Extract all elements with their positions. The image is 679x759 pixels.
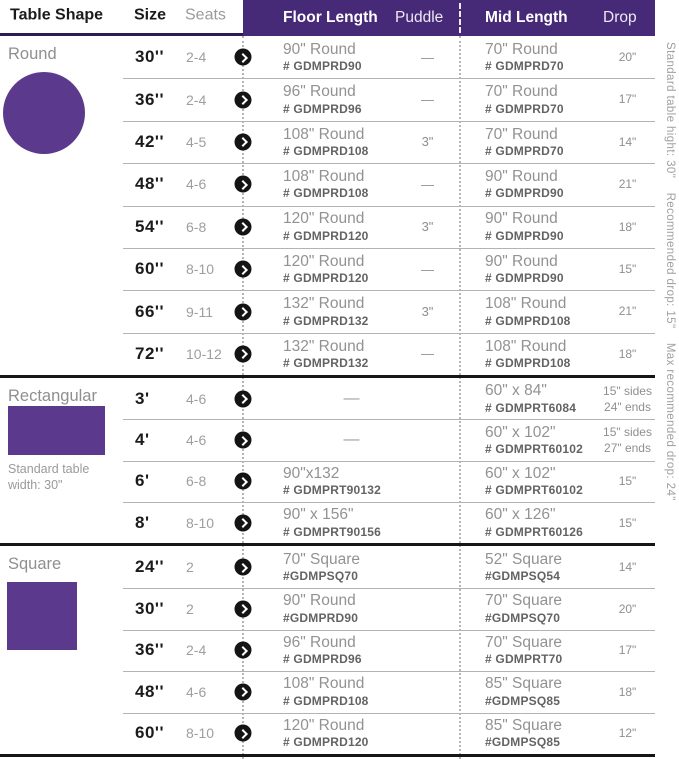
floor-part-number: # GDMPRD120 bbox=[283, 735, 369, 750]
puddle-cell bbox=[395, 671, 460, 713]
size-cell: 3' bbox=[135, 388, 150, 408]
floor-part-number: # GDMPRD108 bbox=[283, 143, 369, 158]
floor-part-number: #GDMPSQ70 bbox=[283, 569, 359, 584]
header-purple-bar bbox=[243, 0, 655, 36]
size-cell: 36'' bbox=[135, 640, 164, 660]
size-cell: 24'' bbox=[135, 557, 164, 577]
seats-cell: 6-8 bbox=[186, 473, 207, 490]
mid-length-value: 60" x 102" bbox=[485, 464, 556, 482]
mid-part-number: # GDMPRT60102 bbox=[485, 483, 583, 498]
mid-part-number: # GDMPRT6084 bbox=[485, 400, 577, 415]
seats-cell: 4-5 bbox=[186, 133, 207, 150]
mid-part-number: # GDMPRD90 bbox=[485, 271, 564, 286]
mid-length-value: 108" Round bbox=[485, 337, 567, 355]
chevron-right-icon bbox=[235, 345, 252, 362]
chevron-right-icon bbox=[235, 303, 252, 320]
circle-swatch-icon bbox=[3, 72, 85, 154]
mid-length-value: 60" x 102" bbox=[485, 423, 556, 441]
drop-value: 18" bbox=[618, 684, 637, 699]
puddle-cell: — bbox=[421, 261, 434, 277]
floor-length-cell bbox=[243, 671, 395, 713]
chart-header bbox=[0, 0, 679, 36]
size-cell: 48'' bbox=[135, 681, 164, 701]
drop-value: 17" bbox=[618, 643, 637, 658]
floor-length-cell bbox=[243, 713, 395, 755]
floor-length-value: 132" Round bbox=[283, 337, 365, 355]
chevron-right-icon bbox=[235, 91, 252, 108]
mid-part-number: # GDMPRT60126 bbox=[485, 524, 583, 539]
mid-length-value: 108" Round bbox=[485, 295, 567, 313]
section-round bbox=[0, 36, 679, 375]
puddle-cell bbox=[395, 713, 460, 755]
floor-length-cell bbox=[243, 78, 395, 120]
floor-length-value: 90" Round bbox=[283, 592, 356, 610]
mid-part-number: # GDMPRT70 bbox=[485, 652, 563, 667]
puddle-cell bbox=[395, 630, 460, 672]
mid-part-number: #GDMPSQ70 bbox=[485, 610, 561, 625]
puddle-cell: 3" bbox=[421, 304, 434, 320]
seats-cell: 8-10 bbox=[186, 514, 215, 531]
floor-part-number: # GDMPRD120 bbox=[283, 271, 369, 286]
seats-cell: 4-6 bbox=[186, 683, 207, 700]
mid-part-number: #GDMPSQ85 bbox=[485, 735, 561, 750]
floor-length-cell bbox=[243, 333, 395, 375]
drop-cell bbox=[600, 333, 655, 375]
drop-value: 20" bbox=[618, 601, 637, 616]
shape-block-rectangular bbox=[0, 378, 123, 543]
drop-cell bbox=[600, 78, 655, 120]
puddle-cell: 3" bbox=[421, 219, 434, 235]
floor-length-value: 90"x132 bbox=[283, 464, 340, 482]
mid-part-number: # GDMPRD108 bbox=[485, 313, 571, 328]
floor-length-dash: — bbox=[343, 431, 360, 449]
mid-length-value: 70" Square bbox=[485, 592, 563, 610]
seats-cell: 4-6 bbox=[186, 390, 207, 407]
mid-length-cell bbox=[460, 502, 600, 543]
size-cell: 72'' bbox=[135, 343, 164, 363]
chevron-right-icon bbox=[235, 725, 252, 742]
mid-length-value: 60" x 126" bbox=[485, 506, 556, 524]
mid-length-cell bbox=[460, 713, 600, 755]
mid-length-cell bbox=[460, 248, 600, 290]
seats-cell: 2-4 bbox=[186, 49, 207, 66]
size-cell: 8' bbox=[135, 512, 150, 532]
mid-length-value: 70" Round bbox=[485, 40, 558, 58]
drop-cell bbox=[600, 36, 655, 78]
floor-part-number: # GDMPRT90156 bbox=[283, 524, 381, 539]
drop-value: 12" bbox=[618, 726, 637, 741]
chevron-right-icon bbox=[235, 261, 252, 278]
col-header-table-shape: Table Shape bbox=[10, 6, 104, 24]
bottom-border bbox=[0, 754, 655, 757]
mid-length-value: 85" Square bbox=[485, 675, 563, 693]
drop-cell bbox=[600, 502, 655, 543]
mid-part-number: # GDMPRD108 bbox=[485, 355, 571, 370]
drop-value: 17" bbox=[618, 92, 637, 107]
drop-value: 21" bbox=[618, 304, 637, 319]
shape-note-line: width: 30" bbox=[8, 478, 63, 493]
drop-cell bbox=[600, 248, 655, 290]
mid-length-value: 70" Square bbox=[485, 633, 563, 651]
drop-value: 14" bbox=[618, 134, 637, 149]
chevron-right-icon bbox=[235, 218, 252, 235]
drop-cell bbox=[600, 713, 655, 755]
mid-length-cell bbox=[460, 630, 600, 672]
floor-length-value: 90" x 156" bbox=[283, 506, 354, 524]
drop-value: 21" bbox=[618, 177, 637, 192]
chevron-right-icon bbox=[235, 559, 252, 576]
puddle-cell bbox=[395, 588, 460, 630]
size-cell: 60'' bbox=[135, 723, 164, 743]
seats-cell: 10-12 bbox=[186, 345, 222, 362]
drop-cell bbox=[600, 671, 655, 713]
mid-length-cell bbox=[460, 290, 600, 332]
puddle-cell bbox=[395, 461, 460, 502]
seats-cell: 4-6 bbox=[186, 176, 207, 193]
header-left bbox=[0, 0, 243, 36]
mid-length-cell bbox=[460, 121, 600, 163]
drop-cell bbox=[600, 461, 655, 502]
size-cell: 6' bbox=[135, 471, 150, 491]
floor-part-number: # GDMPRD90 bbox=[283, 59, 362, 74]
col-header-mid-length: Mid Length bbox=[485, 9, 568, 26]
rect-swatch-icon bbox=[8, 406, 105, 455]
drop-value: 20" bbox=[618, 50, 637, 65]
seats-cell: 2 bbox=[186, 559, 194, 576]
chevron-right-icon bbox=[235, 642, 252, 659]
chevron-right-icon bbox=[235, 49, 252, 66]
floor-length-cell bbox=[243, 206, 395, 248]
chevron-right-icon bbox=[235, 473, 252, 490]
size-cell: 48'' bbox=[135, 174, 164, 194]
col-header-seats: Seats bbox=[185, 6, 226, 24]
puddle-cell bbox=[395, 546, 460, 588]
mid-part-number: # GDMPRD70 bbox=[485, 143, 564, 158]
square-swatch-icon bbox=[7, 582, 77, 650]
floor-part-number: # GDMPRD108 bbox=[283, 186, 369, 201]
chevron-right-icon bbox=[235, 133, 252, 150]
size-cell: 30'' bbox=[135, 47, 164, 67]
floor-length-value: 108" Round bbox=[283, 167, 365, 185]
shape-block-round bbox=[0, 36, 123, 375]
shape-block-square bbox=[0, 546, 123, 754]
floor-length-cell bbox=[243, 630, 395, 672]
drop-cell bbox=[600, 378, 655, 419]
header-dashed-divider bbox=[459, 3, 461, 33]
drop-cell bbox=[600, 290, 655, 332]
floor-length-value: 120" Round bbox=[283, 210, 365, 228]
floor-length-value: 90" Round bbox=[283, 40, 356, 58]
mid-length-cell bbox=[460, 546, 600, 588]
floor-length-cell bbox=[243, 36, 395, 78]
seats-cell: 9-11 bbox=[186, 303, 213, 320]
drop-value: 18" bbox=[618, 219, 637, 234]
floor-length-cell bbox=[243, 290, 395, 332]
drop-cell bbox=[600, 630, 655, 672]
mid-part-number: # GDMPRD70 bbox=[485, 59, 564, 74]
floor-length-cell bbox=[243, 461, 395, 502]
floor-length-value: 108" Round bbox=[283, 125, 365, 143]
floor-part-number: # GDMPRD132 bbox=[283, 355, 369, 370]
seats-cell: 6-8 bbox=[186, 218, 207, 235]
section-square bbox=[0, 546, 679, 754]
seats-cell: 2-4 bbox=[186, 642, 207, 659]
drop-cell bbox=[600, 121, 655, 163]
drop-value-2: 27" ends bbox=[604, 441, 651, 456]
mid-length-value: 85" Square bbox=[485, 717, 563, 735]
chevron-right-icon bbox=[235, 600, 252, 617]
size-cell: 60'' bbox=[135, 259, 164, 279]
drop-value: 15" bbox=[618, 262, 637, 277]
seats-cell: 2 bbox=[186, 600, 194, 617]
mid-length-cell bbox=[460, 36, 600, 78]
mid-length-cell bbox=[460, 461, 600, 502]
drop-value: 14" bbox=[618, 560, 637, 575]
col-header-size: Size bbox=[134, 6, 167, 24]
col-header-floor-length: Floor Length bbox=[283, 9, 378, 26]
chevron-right-icon bbox=[235, 683, 252, 700]
drop-value: 15" bbox=[618, 474, 637, 489]
seats-cell: 8-10 bbox=[186, 725, 215, 742]
chevron-right-icon bbox=[235, 176, 252, 193]
mid-length-value: 60" x 84" bbox=[485, 382, 547, 400]
drop-cell bbox=[600, 163, 655, 205]
mid-length-value: 70" Round bbox=[485, 83, 558, 101]
mid-part-number: # GDMPRD90 bbox=[485, 186, 564, 201]
shape-label: Round bbox=[8, 45, 57, 63]
mid-part-number: # GDMPRT60102 bbox=[485, 442, 583, 457]
mid-length-value: 90" Round bbox=[485, 252, 558, 270]
size-cell: 66'' bbox=[135, 301, 164, 321]
mid-length-cell bbox=[460, 163, 600, 205]
drop-value: 15" sides bbox=[603, 383, 652, 398]
mid-length-cell bbox=[460, 333, 600, 375]
mid-part-number: #GDMPSQ85 bbox=[485, 693, 561, 708]
floor-length-cell bbox=[243, 546, 395, 588]
mid-length-value: 90" Round bbox=[485, 210, 558, 228]
floor-length-value: 70" Square bbox=[283, 550, 361, 568]
drop-value: 18" bbox=[618, 346, 637, 361]
floor-length-value: 96" Round bbox=[283, 83, 356, 101]
floor-part-number: #GDMPRD90 bbox=[283, 610, 359, 625]
drop-cell bbox=[600, 419, 655, 460]
size-cell: 36'' bbox=[135, 89, 164, 109]
size-cell: 4' bbox=[135, 430, 150, 450]
shape-label: Rectangular bbox=[8, 387, 97, 406]
puddle-cell: — bbox=[421, 176, 434, 192]
mid-length-value: 90" Round bbox=[485, 167, 558, 185]
drop-value: 15" bbox=[618, 515, 637, 530]
mid-length-cell bbox=[460, 419, 600, 460]
seats-cell: 2-4 bbox=[186, 91, 207, 108]
drop-cell bbox=[600, 546, 655, 588]
side-note-vertical: Standard table hight: 30" Recommended drop: 15" Max recommended drop: 24" bbox=[664, 42, 676, 501]
mid-part-number: # GDMPRD70 bbox=[485, 101, 564, 116]
size-cell: 54'' bbox=[135, 216, 164, 236]
table-body bbox=[0, 36, 679, 757]
floor-length-cell bbox=[243, 121, 395, 163]
chevron-right-icon bbox=[235, 432, 252, 449]
floor-part-number: # GDMPRD96 bbox=[283, 101, 362, 116]
seats-cell: 4-6 bbox=[186, 432, 207, 449]
chevron-right-icon bbox=[235, 514, 252, 531]
floor-part-number: # GDMPRD96 bbox=[283, 652, 362, 667]
size-cell: 42'' bbox=[135, 131, 164, 151]
floor-length-cell bbox=[243, 248, 395, 290]
section-rectangular bbox=[0, 378, 679, 543]
mid-length-value: 70" Round bbox=[485, 125, 558, 143]
col-header-puddle: Puddle bbox=[395, 9, 444, 26]
chevron-right-icon bbox=[235, 390, 252, 407]
mid-length-cell bbox=[460, 206, 600, 248]
puddle-cell bbox=[395, 502, 460, 543]
mid-length-cell bbox=[460, 78, 600, 120]
shape-note-line: Standard table bbox=[8, 462, 90, 477]
drop-value: 15" sides bbox=[603, 424, 652, 439]
floor-length-cell bbox=[243, 163, 395, 205]
mid-part-number: # GDMPRD90 bbox=[485, 228, 564, 243]
mid-length-cell bbox=[460, 671, 600, 713]
floor-part-number: # GDMPRD132 bbox=[283, 313, 369, 328]
mid-length-value: 52" Square bbox=[485, 550, 563, 568]
floor-length-value: 96" Round bbox=[283, 633, 356, 651]
floor-length-value: 108" Round bbox=[283, 675, 365, 693]
floor-part-number: # GDMPRD108 bbox=[283, 693, 369, 708]
drop-cell bbox=[600, 588, 655, 630]
floor-part-number: # GDMPRT90132 bbox=[283, 483, 381, 498]
drop-cell bbox=[600, 206, 655, 248]
puddle-cell: 3" bbox=[421, 134, 434, 150]
shape-label: Square bbox=[8, 555, 62, 574]
floor-length-cell bbox=[243, 502, 395, 543]
drop-value-2: 24" ends bbox=[604, 399, 651, 414]
floor-length-value: 120" Round bbox=[283, 252, 365, 270]
size-cell: 30'' bbox=[135, 598, 164, 618]
mid-length-cell bbox=[460, 588, 600, 630]
floor-length-value: 132" Round bbox=[283, 295, 365, 313]
seats-cell: 8-10 bbox=[186, 261, 215, 278]
col-header-drop: Drop bbox=[603, 9, 637, 26]
puddle-cell: — bbox=[421, 49, 434, 65]
floor-part-number: # GDMPRD120 bbox=[283, 228, 369, 243]
floor-length-value: 120" Round bbox=[283, 717, 365, 735]
floor-length-cell bbox=[243, 588, 395, 630]
mid-part-number: #GDMPSQ54 bbox=[485, 569, 561, 584]
puddle-cell: — bbox=[421, 92, 434, 108]
puddle-cell: — bbox=[421, 346, 434, 362]
floor-length-dash: — bbox=[343, 389, 360, 407]
mid-length-cell bbox=[460, 378, 600, 419]
